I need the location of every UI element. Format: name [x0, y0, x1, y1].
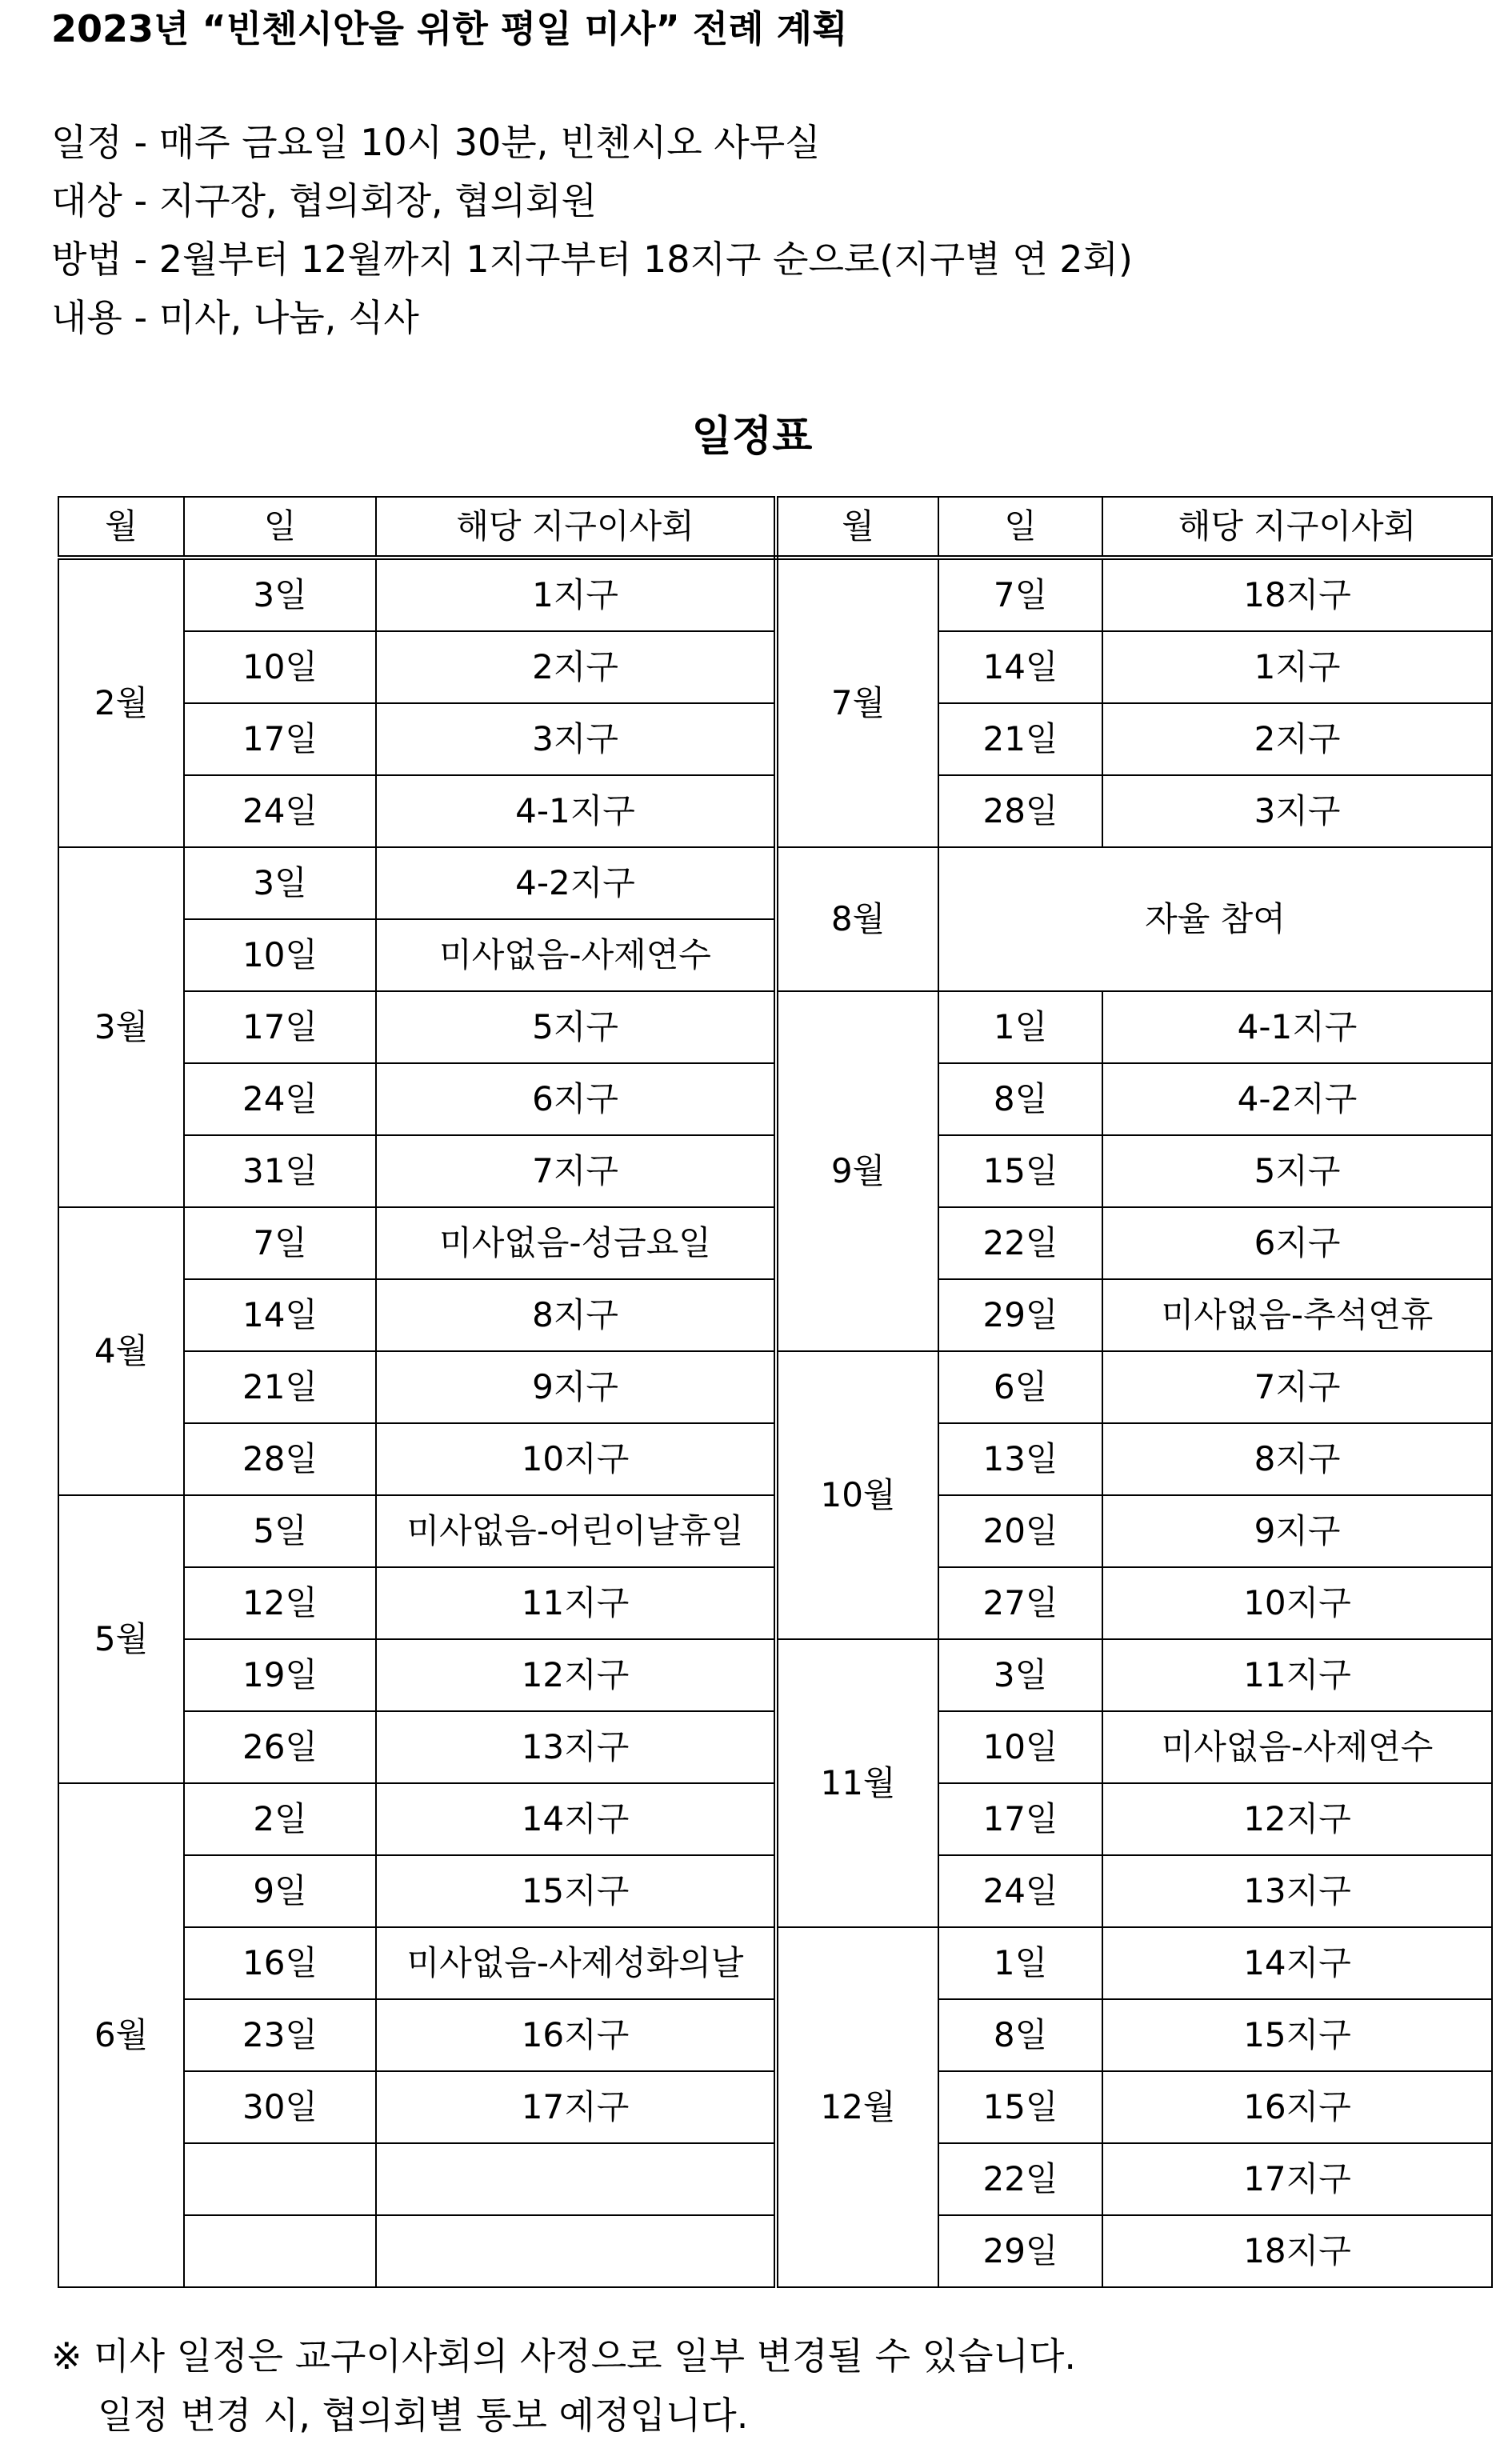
table-row [58, 703, 1492, 775]
council-cell: 6지구 [1102, 1207, 1492, 1279]
council-cell: 9지구 [376, 1351, 776, 1423]
council-cell: 미사없음-사제연수 [376, 919, 776, 991]
day-cell: 23일 [184, 1999, 376, 2071]
table-row [58, 1423, 1492, 1495]
day-cell: 9일 [184, 1855, 376, 1927]
council-cell: 미사없음-어린이날휴일 [376, 1495, 776, 1567]
council-cell: 2지구 [1102, 703, 1492, 775]
council-cell: 7지구 [1102, 1351, 1492, 1423]
council-cell: 11지구 [1102, 1639, 1492, 1711]
table-row [58, 2215, 1492, 2287]
council-cell: 미사없음-추석연휴 [1102, 1279, 1492, 1351]
month-cell: 7월 [776, 558, 938, 847]
table-row [58, 1999, 1492, 2071]
day-cell: 20일 [938, 1495, 1102, 1567]
council-cell: 4-1지구 [1102, 991, 1492, 1063]
header-month: 월 [776, 497, 938, 558]
document-title: 2023년 “빈첸시안을 위한 평일 미사” 전례 계획 [51, 7, 848, 50]
table-row [58, 1351, 1492, 1423]
council-cell: 3지구 [1102, 775, 1492, 847]
footnote-line-1: ※ 미사 일정은 교구이사회의 사정으로 일부 변경될 수 있습니다. [51, 2334, 1077, 2378]
august-note-cell: 자율 참여 [938, 847, 1492, 991]
day-cell: 6일 [938, 1351, 1102, 1423]
day-cell: 14일 [184, 1279, 376, 1351]
day-cell: 8일 [938, 1999, 1102, 2071]
table-row [58, 847, 1492, 919]
council-cell: 1지구 [1102, 631, 1492, 703]
council-cell: 14지구 [376, 1783, 776, 1855]
month-cell: 12월 [776, 1927, 938, 2287]
day-cell: 27일 [938, 1567, 1102, 1639]
day-cell: 3일 [184, 558, 376, 631]
day-cell: 13일 [938, 1423, 1102, 1495]
day-cell: 7일 [938, 558, 1102, 631]
council-cell: 15지구 [1102, 1999, 1492, 2071]
empty-cell [376, 2143, 776, 2215]
table-row [58, 991, 1492, 1063]
month-cell: 5월 [58, 1495, 184, 1783]
day-cell: 24일 [184, 1063, 376, 1135]
table-row [58, 775, 1492, 847]
day-cell: 26일 [184, 1711, 376, 1783]
day-cell: 17일 [184, 991, 376, 1063]
table-row [58, 631, 1492, 703]
month-cell: 11월 [776, 1639, 938, 1927]
day-cell: 3일 [184, 847, 376, 919]
council-cell: 5지구 [376, 991, 776, 1063]
month-cell: 2월 [58, 558, 184, 847]
table-row [58, 558, 1492, 631]
day-cell: 17일 [184, 703, 376, 775]
empty-cell [376, 2215, 776, 2287]
empty-cell [184, 2143, 376, 2215]
day-cell: 15일 [938, 1135, 1102, 1207]
table-row [58, 2143, 1492, 2215]
table-row [58, 1063, 1492, 1135]
day-cell: 10일 [184, 631, 376, 703]
council-cell: 17지구 [376, 2071, 776, 2143]
empty-cell [184, 2215, 376, 2287]
council-cell: 12지구 [1102, 1783, 1492, 1855]
table-row [58, 1783, 1492, 1855]
day-cell: 21일 [184, 1351, 376, 1423]
day-cell: 3일 [938, 1639, 1102, 1711]
council-cell: 8지구 [376, 1279, 776, 1351]
day-cell: 29일 [938, 2215, 1102, 2287]
table-row [58, 1711, 1492, 1783]
day-cell: 28일 [184, 1423, 376, 1495]
info-schedule: 일정 - 매주 금요일 10시 30분, 빈첸시오 사무실 [51, 121, 821, 164]
month-cell: 6월 [58, 1783, 184, 2287]
council-cell: 15지구 [376, 1855, 776, 1927]
council-cell: 9지구 [1102, 1495, 1492, 1567]
day-cell: 21일 [938, 703, 1102, 775]
table-row [58, 1495, 1492, 1567]
council-cell: 14지구 [1102, 1927, 1492, 1999]
day-cell: 1일 [938, 991, 1102, 1063]
table-header-row [58, 497, 1492, 558]
council-cell: 10지구 [376, 1423, 776, 1495]
council-cell: 16지구 [376, 1999, 776, 2071]
day-cell: 12일 [184, 1567, 376, 1639]
council-cell: 18지구 [1102, 2215, 1492, 2287]
day-cell: 31일 [184, 1135, 376, 1207]
schedule-table [58, 496, 1493, 2288]
table-row [58, 1927, 1492, 1999]
day-cell: 22일 [938, 2143, 1102, 2215]
day-cell: 7일 [184, 1207, 376, 1279]
day-cell: 19일 [184, 1639, 376, 1711]
council-cell: 7지구 [376, 1135, 776, 1207]
month-cell: 3월 [58, 847, 184, 1207]
day-cell: 17일 [938, 1783, 1102, 1855]
footnote-line-2: 일정 변경 시, 협의회별 통보 예정입니다. [98, 2394, 749, 2437]
table-row [58, 1135, 1492, 1207]
council-cell: 12지구 [376, 1639, 776, 1711]
footnote [51, 2326, 1459, 2445]
info-section [51, 114, 1459, 347]
council-cell: 10지구 [1102, 1567, 1492, 1639]
council-cell: 16지구 [1102, 2071, 1492, 2143]
day-cell: 24일 [184, 775, 376, 847]
day-cell: 24일 [938, 1855, 1102, 1927]
day-cell: 29일 [938, 1279, 1102, 1351]
table-row [58, 1279, 1492, 1351]
council-cell: 4-1지구 [376, 775, 776, 847]
day-cell: 22일 [938, 1207, 1102, 1279]
month-cell: 4월 [58, 1207, 184, 1495]
header-day: 일 [184, 497, 376, 558]
day-cell: 2일 [184, 1783, 376, 1855]
day-cell: 30일 [184, 2071, 376, 2143]
council-cell: 3지구 [376, 703, 776, 775]
council-cell: 미사없음-사제성화의날 [376, 1927, 776, 1999]
council-cell: 미사없음-사제연수 [1102, 1711, 1492, 1783]
day-cell: 14일 [938, 631, 1102, 703]
day-cell: 5일 [184, 1495, 376, 1567]
council-cell: 1지구 [376, 558, 776, 631]
day-cell: 15일 [938, 2071, 1102, 2143]
council-cell: 8지구 [1102, 1423, 1492, 1495]
table-row [58, 1567, 1492, 1639]
month-cell: 8월 [776, 847, 938, 991]
table-row [58, 2071, 1492, 2143]
council-cell: 4-2지구 [376, 847, 776, 919]
council-cell: 6지구 [376, 1063, 776, 1135]
council-cell: 11지구 [376, 1567, 776, 1639]
table-row [58, 1639, 1492, 1711]
council-cell: 18지구 [1102, 558, 1492, 631]
header-day: 일 [938, 497, 1102, 558]
month-cell: 9월 [776, 991, 938, 1351]
council-cell: 13지구 [1102, 1855, 1492, 1927]
month-cell: 10월 [776, 1351, 938, 1639]
day-cell: 8일 [938, 1063, 1102, 1135]
info-content: 내용 - 미사, 나눔, 식사 [51, 296, 419, 339]
council-cell: 13지구 [376, 1711, 776, 1783]
info-method: 방법 - 2월부터 12월까지 1지구부터 18지구 순으로(지구별 연 2회) [51, 238, 1133, 281]
day-cell: 28일 [938, 775, 1102, 847]
header-council: 해당 지구이사회 [1102, 497, 1492, 558]
schedule-title: 일정표 [691, 413, 813, 461]
table-row [58, 1855, 1492, 1927]
council-cell: 5지구 [1102, 1135, 1492, 1207]
council-cell: 4-2지구 [1102, 1063, 1492, 1135]
table-row [58, 1207, 1492, 1279]
day-cell: 1일 [938, 1927, 1102, 1999]
day-cell: 16일 [184, 1927, 376, 1999]
council-cell: 미사없음-성금요일 [376, 1207, 776, 1279]
info-target: 대상 - 지구장, 협의회장, 협의회원 [51, 179, 597, 222]
day-cell: 10일 [938, 1711, 1102, 1783]
council-cell: 17지구 [1102, 2143, 1492, 2215]
header-council: 해당 지구이사회 [376, 497, 776, 558]
day-cell: 10일 [184, 919, 376, 991]
council-cell: 2지구 [376, 631, 776, 703]
header-month: 월 [58, 497, 184, 558]
